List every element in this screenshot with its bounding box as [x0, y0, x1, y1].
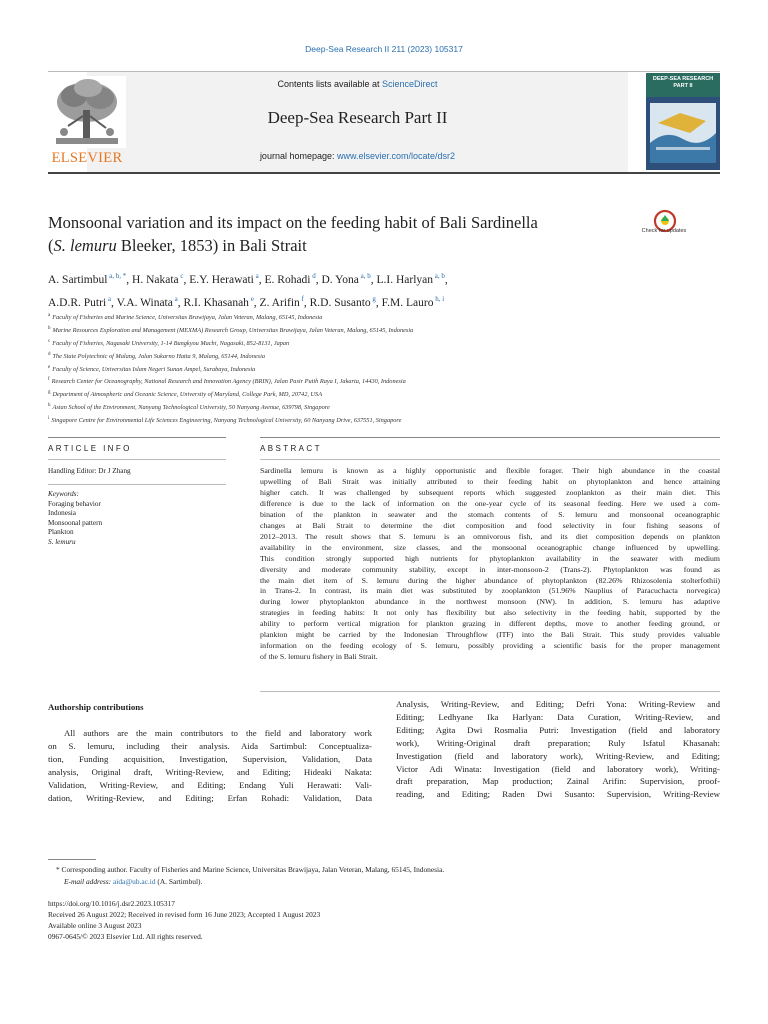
author-name[interactable]: H. Nakata: [132, 273, 179, 286]
abstract-rule: [260, 437, 720, 438]
author-affiliation-marker[interactable]: g: [370, 294, 376, 303]
email-suffix: (A. Sartimbul).: [155, 877, 203, 886]
homepage-prefix: journal homepage:: [259, 151, 337, 161]
text-line: This condition strongly supported high nutrients for phytoplankton availability in the seawater with medium: [260, 553, 720, 563]
author-name[interactable]: A. Sartimbul: [48, 273, 108, 286]
text-line: analysis, Original draft, Writing-Review, and Editing; Hideaki Nakata:: [48, 766, 372, 777]
text-line: in Trans-2. In contrast, its main diet was substituted by zooplankton (51.96% Nauplius of Paracuchacta norvegica): [260, 586, 720, 596]
affiliation-text: Marine Resources Exploration and Management (MEXMA) Research Group, Universitas Brawijaya, Jalan Veteran, Malang, 65145, Indonesia: [52, 326, 414, 334]
title-paren: (: [48, 236, 54, 255]
author-affiliation-marker[interactable]: a: [106, 294, 112, 303]
text-line: bination of the plankton in seawater and the stomach contents of S. lemuru and monsoonal oceanographic: [260, 509, 720, 519]
affiliation-key: h: [48, 403, 51, 409]
affiliation-key: d: [48, 351, 51, 357]
keyword-item: Indonesia: [48, 509, 76, 517]
author-affiliation-marker[interactable]: a, b: [358, 272, 371, 280]
text-line: tion, Funding acquisition, Investigation, Supervision, Validation, Data: [48, 753, 372, 764]
authorship-heading: Authorship contributions: [48, 702, 144, 712]
text-line: Editing; Agita Dwi Rosmalia Putri: Investigation (field and laboratory: [396, 724, 720, 735]
affiliation-key: f: [48, 377, 50, 383]
keywords-block: [48, 490, 226, 547]
keywords-list: [48, 500, 226, 548]
affiliation-text: Asian School of the Environment, Nanyang Technological University, 50 Nanyang Avenue, 639798, Singapore: [52, 404, 330, 412]
affiliation-item: [48, 311, 720, 324]
received-dates: Received 26 August 2022; Received in revised form 16 June 2023; Accepted 1 August 2023: [48, 910, 321, 919]
text-line: of the S. lemuru fishery in Bali Strait.: [260, 652, 378, 662]
abstract-body: [260, 466, 720, 663]
title-line-1: Monsoonal variation and its impact on the feeding habit of Bali Sardinella: [48, 213, 538, 232]
author-affiliation-marker[interactable]: a, b: [433, 272, 445, 280]
author-name[interactable]: Z. Arifin: [259, 296, 300, 309]
cover-title: DEEP-SEA RESEARCH PART II: [652, 76, 714, 89]
text-line: difference is due to the lack of information on the one-year cycle of its seasonal feeding. Here we used a com-: [260, 498, 720, 508]
title-line-2-rest: Bleeker, 1853) in Bali Strait: [116, 236, 307, 255]
keywords-label: Keywords:: [48, 490, 79, 498]
text-line: Validation, Writing-Review, and Editing; Endang Yuli Herawati: Vali-: [48, 779, 372, 790]
author-affiliation-marker[interactable]: c: [178, 272, 184, 280]
author-name[interactable]: R.D. Susanto: [309, 296, 371, 309]
text-line: strategies in feeding habits: It not only has flexibility but also selectivity in the feeding habit, supported by the: [260, 608, 720, 618]
author-affiliation-marker[interactable]: f: [299, 294, 304, 303]
author-name[interactable]: E.Y. Herawati: [189, 273, 254, 286]
article-info-rule: [48, 437, 226, 438]
affiliation-item: [48, 375, 720, 388]
text-line: Victor Adi Winata: Investigation (field and laboratory work), Writing-: [396, 763, 720, 774]
affiliation-item: [48, 350, 720, 363]
author-name[interactable]: A.D.R. Putri: [48, 296, 107, 309]
affiliation-text: Faculty of Fisheries and Marine Science, Universitas Brawijaya, Jalan Veteran, Malang, 65145, Indonesia: [52, 314, 323, 322]
affiliation-key: b: [48, 325, 51, 331]
affiliation-text: Faculty of Fisheries, Nagasaki University, 1-14 Bungkyou Machi, Nagasaki, 852-8131, Japan: [52, 339, 290, 347]
email-label: E-mail address:: [64, 877, 112, 886]
contents-line: [87, 79, 628, 89]
authorship-left-column: [48, 727, 372, 804]
text-line: upwelling of Bali Strait was initially attributed to their feeding habit on phytoplankton and hence attaining: [260, 476, 720, 486]
text-line: All authors are the main contributors to the field and laboratory work: [64, 728, 372, 738]
abstract-heading: ABSTRACT: [260, 444, 322, 453]
affiliation-text: Department of Atmospheric and Oceanic Science, University of Maryland, College Park, MD, 20742, USA: [52, 391, 323, 399]
text-line: Analysis, Writing-Review, and Editing; Defri Yona: Writing-Review and: [396, 699, 720, 709]
affiliation-item: [48, 324, 720, 337]
abstract-end-rule: [260, 691, 720, 692]
sciencedirect-link[interactable]: ScienceDirect: [382, 79, 438, 89]
author-name[interactable]: V.A. Winata: [116, 296, 173, 309]
handling-editor: Handling Editor: Dr J Zhang: [48, 467, 131, 475]
affiliation-item: [48, 388, 720, 401]
title-species: S. lemuru: [53, 236, 117, 255]
affiliation-key: a: [48, 313, 51, 318]
author-name[interactable]: R.I. Khasanah: [183, 296, 249, 309]
affiliation-key: c: [48, 338, 51, 344]
affiliation-text: Research Center for Oceanography, National Research and Innovation Agency (BRIN), Jalan Pasir Putih Raya I, Jakarta, 14430, Indonesia: [51, 378, 406, 386]
text-line: changes at Bali Strait to determine the diet composition and food selectivity in four fishing seasons of: [260, 520, 720, 530]
text-line: Editing; Ledhyane Ika Harlyan: Data Curation, Writing-Review, and: [396, 711, 720, 722]
text-line: availability in the environment, size classes, and the monsoonal oceanographic change influenced by upwelling.: [260, 542, 720, 552]
journal-cover-image[interactable]: [646, 73, 720, 170]
text-line: on S. lemuru, including their analysis. Aida Sartimbul: Conceptualiza-: [48, 740, 372, 751]
article-info-heading: ARTICLE INFO: [48, 444, 132, 453]
header-top-rule: [48, 71, 720, 72]
corresponding-text: Corresponding author. Faculty of Fisheries and Marine Science, Universitas Brawijaya, Jalan Veteran, Malang, 65145, Indonesia.: [61, 865, 445, 874]
text-line: plankton might be carried by the Indonesian Throughflow (ITF) into the Bali Strait. This study provides valuable: [260, 630, 720, 640]
text-line: the main diet item of S. lemuru during the higher abundance of phytoplankton (82.26% Rhizosolenia stolterfothii): [260, 575, 720, 585]
check-updates-label[interactable]: Check for updates: [641, 228, 687, 234]
affiliation-item: [48, 414, 720, 427]
text-line: 2012–2013. The result shows that S. lemuru is an omnivorous fish, and its diet composition depends on plankton: [260, 531, 720, 541]
affiliation-key: e: [48, 364, 51, 370]
affiliation-key: i: [48, 416, 50, 422]
author-affiliation-marker[interactable]: e: [248, 294, 254, 303]
header-bottom-rule: [48, 172, 720, 174]
author-affiliation-marker[interactable]: a, b, *: [107, 272, 127, 280]
author-affiliation-marker[interactable]: a: [253, 272, 259, 280]
text-line: ability to perform vertical migration for plankton grazing in different depths, move to another feeding ground, or: [260, 619, 720, 629]
author-name[interactable]: F.M. Lauro: [381, 296, 434, 309]
affiliation-item: [48, 401, 720, 414]
text-line: dation, Writing-Review, and Editing; Erfan Rohadi: Validation, Data: [48, 792, 372, 803]
text-line: Sardinella lemuru is known as a highly opportunistic and flexible forager. Their high abundance in the coastal: [260, 466, 720, 475]
text-line: diversity and moderate community stability, except in inter-monsoon-2 (Trans-2). Phytoplankton was found as: [260, 564, 720, 574]
text-line: higher catch. It was challenged by subsequent reports which suggested zooplankton as their main diet. This: [260, 487, 720, 497]
contents-prefix: Contents lists available at: [277, 79, 383, 89]
text-line: work), Writing-Original draft preparation; Ruly Isfatul Khasanah:: [396, 737, 720, 748]
editor-rule: [48, 484, 226, 485]
affiliation-key: g: [48, 390, 51, 396]
abstract-sub-rule: [260, 459, 720, 460]
keyword-item: S. lemuru: [48, 537, 76, 546]
affiliation-item: [48, 363, 720, 376]
email-line: [64, 876, 202, 887]
text-line: information on the feeding ecology of S. lemuru, possibly providing a scientific basis for the proper management: [260, 641, 720, 651]
authors-line-1: A. Sartimbul $^{a, b, *}$, H. Nakata $^c$, E.Y. Herawati $^a$, E. Rohadi $^d$, D. Yona $^{a, b}$, L.I. Harlyan $^{a, b}$,: [48, 272, 448, 286]
title-line-2: [48, 234, 638, 257]
article-info-sub-rule: [48, 459, 226, 460]
keyword-item: Foraging behavior: [48, 499, 101, 508]
author-name[interactable]: E. Rohadi: [264, 273, 311, 286]
journal-name[interactable]: Deep-Sea Research Part II: [267, 108, 448, 127]
text-line: during lower phytoplankton abundance in the northwest monsoon (NW). In addition, S. lemuru has adaptive: [260, 597, 720, 607]
text-line: Investigation (field and laboratory work), Writing-Review, and Editing;: [396, 750, 720, 761]
authorship-right-column: [396, 698, 720, 801]
homepage-link[interactable]: www.elsevier.com/locate/dsr2: [337, 151, 456, 161]
journal-reference[interactable]: Deep-Sea Research II 211 (2023) 105317: [305, 44, 463, 54]
homepage-line: [87, 151, 628, 161]
authors-line-2: A.D.R. Putri $^a$, V.A. Winata $^a$, R.I. Khasanah $^e$, Z. Arifin $^f$, R.D. Susanto $^g$, F.M. Lauro $^{h, i}$: [48, 294, 445, 309]
affiliations: [48, 311, 720, 427]
author-list: [48, 267, 720, 313]
affiliation-item: [48, 337, 720, 350]
footnote-rule: [48, 859, 96, 860]
keyword-item: Plankton: [48, 528, 74, 536]
publisher-wordmark: ELSEVIER: [51, 150, 123, 166]
author-name[interactable]: D. Yona: [321, 273, 359, 286]
available-online: Available online 3 August 2023: [48, 921, 142, 930]
author-affiliation-marker[interactable]: a: [172, 294, 178, 303]
text-line: reading, and Editing; Raden Dwi Susanto: Supervision, Writing-Review: [396, 789, 720, 800]
doi-link[interactable]: https://doi.org/10.1016/j.dsr2.2023.105317: [48, 899, 175, 908]
affiliation-text: The State Polytechnic of Malang, Jalan Sukarno Hatta 9, Malang, 65144, Indonesia: [52, 352, 265, 360]
affiliation-text: Singapore Centre for Environmental Life Sciences Engineering, Nanyang Technological University, 60 Nanyang Drive, 637551, Singapore: [51, 417, 402, 425]
corresponding-note: * Corresponding author. Faculty of Fisheries and Marine Science, Universitas Brawijaya, Jalan Veteran, Malang, 65145, Indonesia.: [56, 865, 445, 874]
cover-art-icon: [650, 103, 716, 163]
author-name[interactable]: L.I. Harlyan: [376, 273, 434, 286]
affiliation-text: Faculty of Science, Universitas Islam Negeri Sunan Ampel, Surabaya, Indonesia: [52, 365, 256, 373]
article-title: [48, 211, 638, 257]
copyright: 0967-0645/© 2023 Elsevier Ltd. All rights reserved.: [48, 932, 203, 941]
email-link[interactable]: aida@ub.ac.id: [113, 877, 156, 886]
keyword-item: Monsoonal pattern: [48, 518, 103, 527]
text-line: draft preparation, Map production; Zainal Arifin: Supervision, proof-: [396, 776, 720, 787]
author-affiliation-marker[interactable]: d: [310, 272, 316, 280]
author-affiliation-marker[interactable]: h, i: [433, 294, 445, 303]
